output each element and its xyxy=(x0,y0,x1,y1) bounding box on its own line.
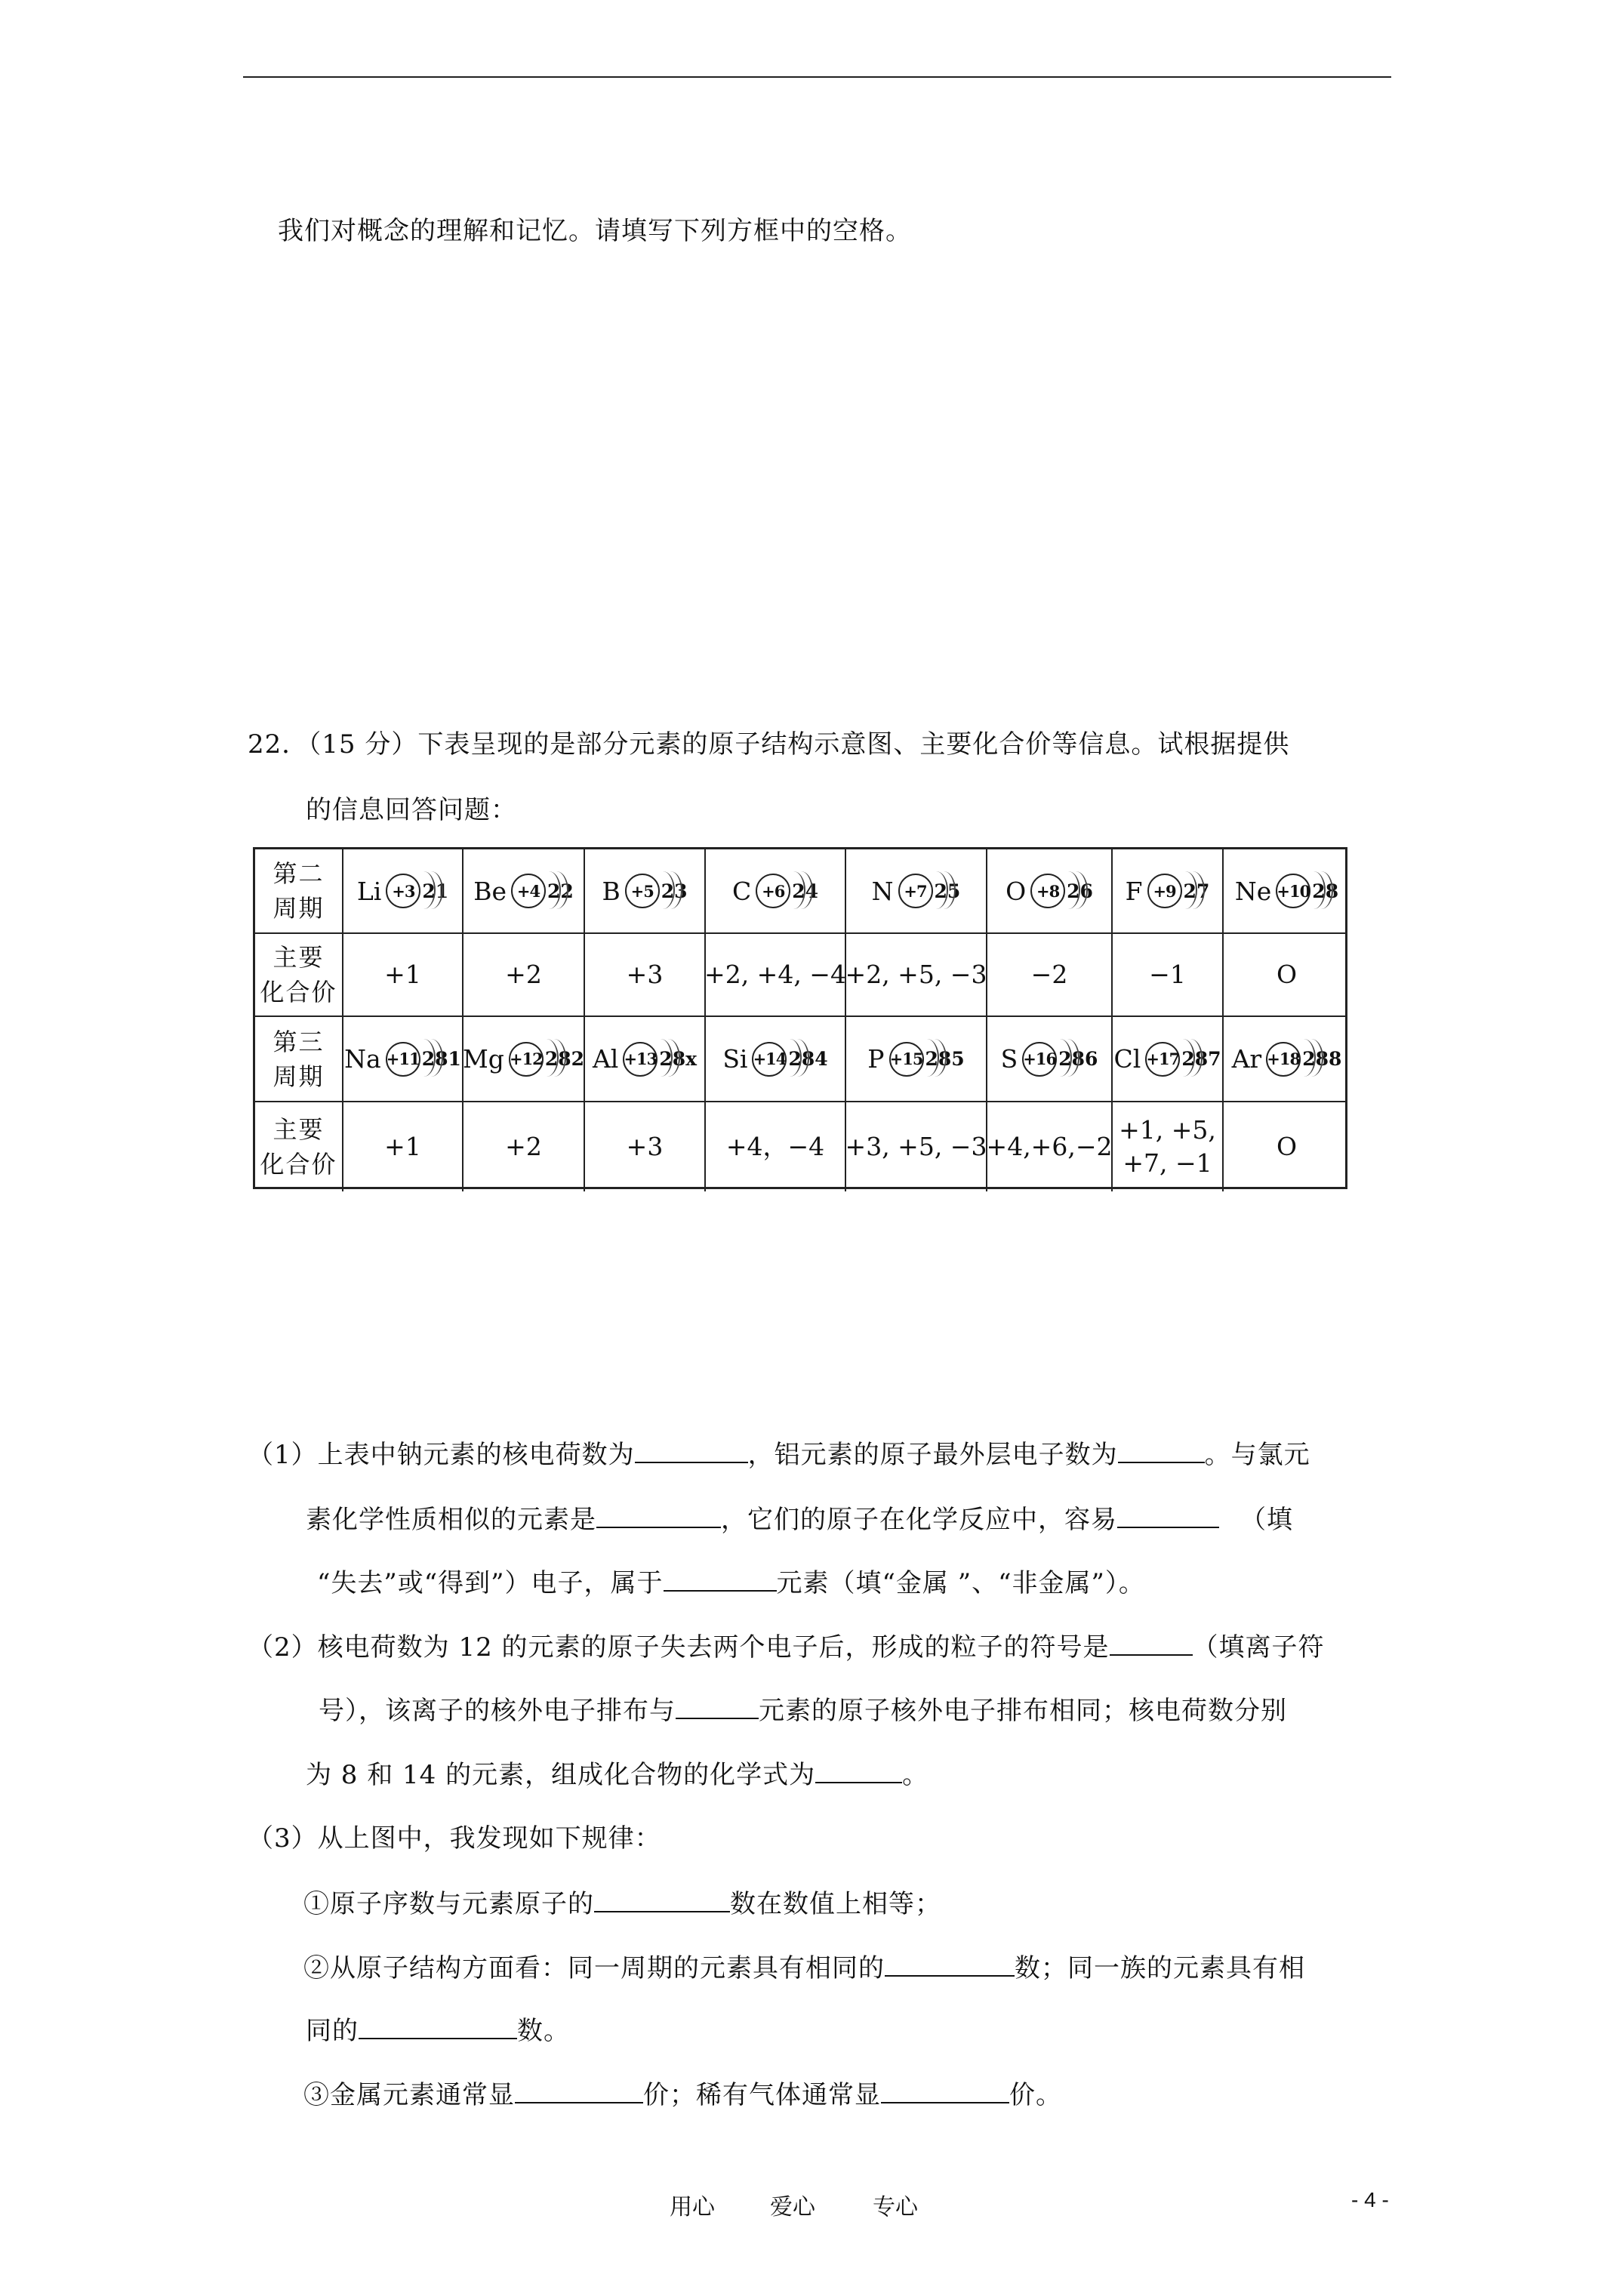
element-cell-f xyxy=(1113,849,1224,932)
q3-text-b1: ①原子序数与元素原子的 xyxy=(303,1889,594,1919)
valence-cell xyxy=(343,1102,463,1191)
q1-text-d: 素化学性质相似的元素是 xyxy=(306,1505,596,1535)
element-symbol: O xyxy=(1006,876,1027,906)
blank-gain-lose[interactable] xyxy=(1117,1501,1219,1528)
q1-text-e: ，它们的原子在化学反应中，容易 xyxy=(721,1505,1117,1535)
q1-text-h: 元素（填“金属 ”、“非金属”）。 xyxy=(776,1568,1145,1598)
element-symbol: Ar xyxy=(1231,1044,1262,1074)
row-header-period2 xyxy=(255,849,343,932)
q1-line2 xyxy=(306,1501,1293,1537)
electron-shells: 27 xyxy=(1183,880,1210,902)
electron-shells: 26 xyxy=(1067,880,1093,902)
q1-line3 xyxy=(317,1564,1145,1601)
blank-same-period[interactable] xyxy=(885,1949,1015,1977)
valence-value: O xyxy=(1276,960,1298,989)
page-number: - 4 - xyxy=(1351,2188,1389,2211)
atom-structure-diagram xyxy=(1001,1042,1098,1077)
valence-value: +1, +5, +7, −1 xyxy=(1119,1115,1216,1178)
valence-cell xyxy=(987,934,1113,1015)
q2-text-c: 号），该离子的核外电子排布与 xyxy=(319,1696,676,1726)
electron-shells: 287 xyxy=(1181,1048,1221,1070)
electron-shells: 284 xyxy=(788,1048,828,1070)
nucleus-charge: +9 xyxy=(1147,874,1182,908)
blank-noble-valence[interactable] xyxy=(881,2076,1009,2103)
nucleus-charge: +8 xyxy=(1030,874,1065,908)
question-22-title: 22．（15 分）下表呈现的是部分元素的原子结构示意图、主要化合价等信息。试根据提供 xyxy=(248,729,1290,760)
element-symbol: F xyxy=(1125,876,1143,906)
element-cell-mg xyxy=(463,1017,585,1101)
table-row-period2-valence xyxy=(255,934,1345,1017)
nucleus-charge: +15 xyxy=(889,1042,924,1077)
row-header-text: 第三 xyxy=(273,1027,325,1056)
electron-shells: 23 xyxy=(661,880,688,902)
nucleus-charge: +6 xyxy=(756,874,790,908)
valence-cell xyxy=(1113,934,1224,1015)
nucleus-charge: +11 xyxy=(386,1042,420,1077)
valence-cell xyxy=(1113,1102,1224,1191)
q2-text-e: 为 8 和 14 的元素，组成化合物的化学式为 xyxy=(306,1760,816,1790)
element-cell-na xyxy=(343,1017,463,1101)
q1-text-c: 。与氯元 xyxy=(1204,1440,1310,1470)
element-cell-s xyxy=(987,1017,1113,1101)
element-cell-ne xyxy=(1224,849,1350,932)
element-symbol: P xyxy=(867,1044,885,1074)
footer-motto-2: 爱心 xyxy=(770,2194,815,2220)
valence-value: +3, +5, −3 xyxy=(845,1132,987,1161)
row-header-period2-valence xyxy=(255,934,343,1015)
header-rule xyxy=(243,76,1391,78)
atom-structure-diagram xyxy=(1126,874,1210,908)
electron-shells: 24 xyxy=(792,880,819,902)
q2-line2 xyxy=(319,1692,1287,1728)
valence-cell xyxy=(585,1102,706,1191)
element-cell-o xyxy=(987,849,1113,932)
q2-text-f: 。 xyxy=(902,1760,929,1790)
q3-text-e1: ③金属元素通常显 xyxy=(303,2080,515,2110)
element-symbol: N xyxy=(871,876,894,906)
element-symbol: Na xyxy=(344,1044,381,1074)
valence-cell xyxy=(463,1102,585,1191)
intro-text: 我们对概念的理解和记忆。请填写下列方框中的空格。 xyxy=(278,216,912,246)
row-header-text: 主要 xyxy=(273,1115,325,1144)
electron-shells: 28 xyxy=(1312,880,1339,902)
valence-cell xyxy=(343,934,463,1015)
element-symbol: C xyxy=(731,876,752,906)
element-table xyxy=(253,847,1347,1189)
q3-text-e3: 价。 xyxy=(1009,2080,1062,2110)
q3-text-d1: 同的 xyxy=(306,2016,359,2046)
row-header-text: 第二 xyxy=(273,859,325,888)
element-cell-li xyxy=(343,849,463,932)
valence-cell xyxy=(706,1102,846,1191)
atom-structure-diagram xyxy=(1114,1042,1221,1077)
table-row-period3-valence xyxy=(255,1102,1345,1191)
valence-value: +4，−4 xyxy=(725,1132,825,1161)
q3-line4 xyxy=(306,2012,570,2048)
q3-text-e2: 价；稀有气体通常显 xyxy=(643,2080,881,2110)
nucleus-charge: +7 xyxy=(898,874,933,908)
row-header-period3-valence xyxy=(255,1102,343,1191)
valence-value: O xyxy=(1276,1132,1298,1161)
element-symbol: Be xyxy=(473,876,507,906)
q3-text-c1: ②从原子结构方面看：同一周期的元素具有相同的 xyxy=(303,1953,885,1983)
valence-value: +4,+6,−2 xyxy=(986,1132,1113,1161)
q3-text-d2: 数。 xyxy=(517,2016,570,2046)
blank-same-group[interactable] xyxy=(359,2012,517,2039)
valence-value: +3 xyxy=(626,960,664,989)
nucleus-charge: +12 xyxy=(509,1042,544,1077)
footer-motto-3: 专心 xyxy=(873,2194,918,2220)
question-22-subtitle: 的信息回答问题： xyxy=(306,795,517,825)
row-header-text: 化合价 xyxy=(260,978,337,1006)
nucleus-charge: +17 xyxy=(1145,1042,1180,1077)
row-header-text: 周期 xyxy=(273,894,325,923)
q3-text-c2: 数；同一族的元素具有相 xyxy=(1015,1953,1305,1983)
atom-structure-diagram xyxy=(732,874,818,908)
valence-value: +1 xyxy=(384,1132,421,1161)
nucleus-charge: +16 xyxy=(1022,1042,1057,1077)
element-symbol: Cl xyxy=(1113,1044,1141,1074)
electron-shells: 22 xyxy=(547,880,574,902)
element-symbol: B xyxy=(602,876,621,906)
element-cell-c xyxy=(706,849,846,932)
nucleus-charge: +10 xyxy=(1276,874,1310,908)
atom-structure-diagram xyxy=(593,1042,697,1077)
footer-motto-1: 用心 xyxy=(670,2194,715,2220)
valence-value: +2, +5, −3 xyxy=(845,960,987,989)
atom-structure-diagram xyxy=(463,1042,584,1077)
q2-line1 xyxy=(248,1629,1325,1665)
q3-line1: （3）从上图中，我发现如下规律： xyxy=(248,1823,661,1854)
atom-structure-diagram xyxy=(344,1042,461,1077)
atom-structure-diagram xyxy=(722,1042,827,1077)
atom-structure-diagram xyxy=(357,874,448,908)
element-cell-al xyxy=(585,1017,706,1101)
blank-metal-type[interactable] xyxy=(664,1564,777,1592)
blank-na-charge[interactable] xyxy=(635,1436,748,1463)
nucleus-charge: +4 xyxy=(511,874,546,908)
row-header-text: 周期 xyxy=(273,1062,325,1091)
row-header-text: 化合价 xyxy=(260,1150,337,1179)
electron-shells: 25 xyxy=(934,880,961,902)
element-symbol: Mg xyxy=(462,1044,504,1074)
valence-value: −2 xyxy=(1030,960,1068,989)
element-symbol: Si xyxy=(722,1044,748,1074)
q2-text-d: 元素的原子核外电子排布相同；核电荷数分别 xyxy=(759,1696,1287,1726)
row-header-text: 主要 xyxy=(273,943,325,972)
atom-structure-diagram xyxy=(1232,1042,1342,1077)
row-header-period3 xyxy=(255,1017,343,1101)
element-cell-be xyxy=(463,849,585,932)
table-row-period3 xyxy=(255,1017,1345,1102)
valence-value: −1 xyxy=(1149,960,1186,989)
blank-same-config-element[interactable] xyxy=(676,1692,759,1719)
q2-line3 xyxy=(306,1756,929,1792)
atom-structure-diagram xyxy=(867,1042,964,1077)
valence-cell xyxy=(987,1102,1113,1191)
valence-cell xyxy=(846,1102,987,1191)
q1-text-f: （填 xyxy=(1240,1505,1293,1535)
valence-value: +2 xyxy=(505,960,542,989)
valence-cell xyxy=(846,934,987,1015)
element-cell-b xyxy=(585,849,706,932)
q2-text-a: （2）核电荷数为 12 的元素的原子失去两个电子后，形成的粒子的符号是 xyxy=(248,1632,1110,1663)
blank-ion-symbol[interactable] xyxy=(1110,1629,1193,1656)
q1-text-g: “失去”或“得到”）电子，属于 xyxy=(317,1568,664,1598)
valence-value: +2 xyxy=(505,1132,542,1161)
nucleus-charge: +18 xyxy=(1266,1042,1301,1077)
valence-value: +2, +4, −4 xyxy=(704,960,846,989)
blank-al-outer[interactable] xyxy=(1118,1436,1205,1463)
valence-value: +3 xyxy=(626,1132,664,1161)
q1-line1 xyxy=(248,1436,1310,1472)
electron-shells: 288 xyxy=(1302,1048,1342,1070)
nucleus-charge: +5 xyxy=(625,874,660,908)
electron-shells: 21 xyxy=(422,880,449,902)
q1-text-b: ，铝元素的原子最外层电子数为 xyxy=(747,1440,1118,1470)
valence-value: +1 xyxy=(384,960,421,989)
element-cell-si xyxy=(706,1017,846,1101)
blank-metal-valence[interactable] xyxy=(515,2076,643,2103)
valence-cell xyxy=(1224,1102,1350,1191)
atom-structure-diagram xyxy=(1006,874,1093,908)
atom-structure-diagram xyxy=(602,874,687,908)
q1-text-a: （1）上表中钠元素的核电荷数为 xyxy=(248,1440,635,1470)
electron-shells: 285 xyxy=(925,1048,965,1070)
element-cell-ar xyxy=(1224,1017,1350,1101)
element-cell-p xyxy=(846,1017,987,1101)
element-symbol: S xyxy=(1000,1044,1018,1074)
electron-shells: 286 xyxy=(1058,1048,1098,1070)
q3-text-b2: 数在数值上相等； xyxy=(730,1889,941,1919)
element-cell-cl xyxy=(1113,1017,1224,1101)
electron-shells: 282 xyxy=(544,1048,585,1070)
electron-shells: 28x xyxy=(659,1048,698,1070)
valence-cell xyxy=(463,934,585,1015)
nucleus-charge: +13 xyxy=(623,1042,658,1077)
blank-atomic-number-equivalent[interactable] xyxy=(594,1885,730,1912)
q3-line5 xyxy=(303,2076,1062,2113)
valence-cell xyxy=(585,934,706,1015)
element-symbol: Li xyxy=(356,876,382,906)
element-symbol: Ne xyxy=(1234,876,1272,906)
q3-line2 xyxy=(303,1885,941,1922)
element-symbol: Al xyxy=(592,1044,619,1074)
valence-cell xyxy=(706,934,846,1015)
atom-structure-diagram xyxy=(473,874,574,908)
atom-structure-diagram xyxy=(872,874,961,908)
nucleus-charge: +14 xyxy=(752,1042,787,1077)
nucleus-charge: +3 xyxy=(386,874,420,908)
valence-cell xyxy=(1224,934,1350,1015)
electron-shells: 281 xyxy=(421,1048,461,1070)
q3-line3 xyxy=(303,1949,1305,1986)
atom-structure-diagram xyxy=(1235,874,1338,908)
q2-text-b: （填离子符 xyxy=(1192,1632,1325,1663)
blank-similar-element[interactable] xyxy=(596,1501,721,1528)
blank-formula[interactable] xyxy=(815,1756,902,1783)
table-row-period2 xyxy=(255,849,1345,934)
element-cell-n xyxy=(846,849,987,932)
